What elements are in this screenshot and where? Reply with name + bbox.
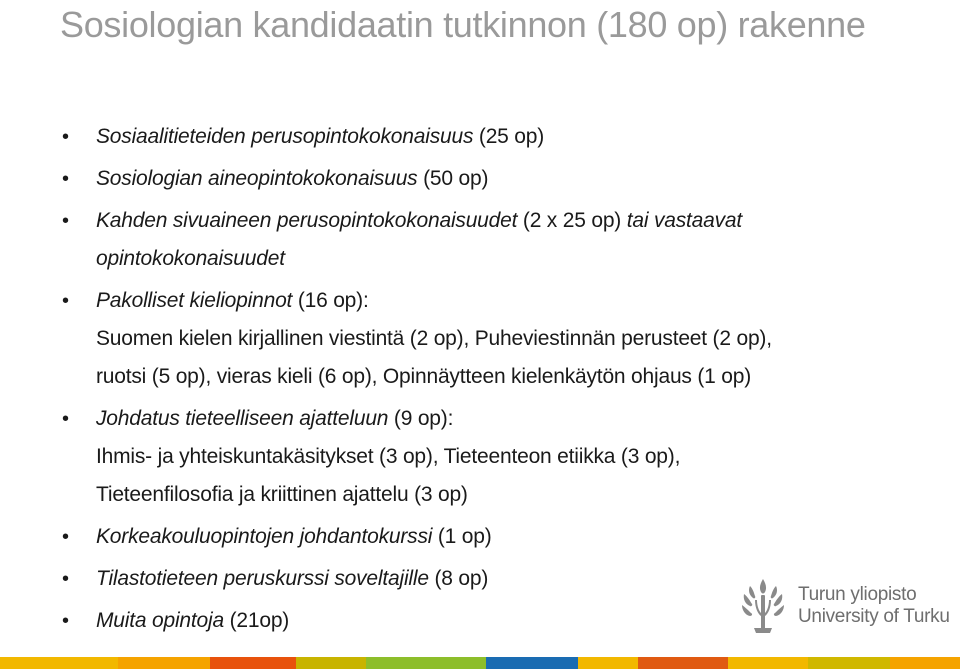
credit-amount: (2 x 25 op): [517, 209, 627, 232]
course-name-continued: opintokokonaisuudet: [96, 247, 285, 270]
color-bar-segment: [890, 657, 960, 669]
course-alternative: tai vastaavat: [626, 209, 743, 232]
bullet-item: [60, 518, 920, 556]
bullet-item: [60, 282, 920, 396]
course-detail-line: Suomen kielen kirjallinen viestintä (2 op), Puheviestinnän perusteet (2 op),: [96, 327, 772, 350]
course-detail-line: Ihmis- ja yhteiskuntakäsitykset (3 op), Tieteenteon etiikka (3 op),: [96, 445, 681, 468]
bullet-icon: •: [62, 210, 69, 232]
university-name-english: University of Turku: [798, 606, 950, 627]
bullet-icon: •: [62, 408, 69, 430]
credit-amount: (9 op):: [388, 407, 454, 430]
bullet-item: [60, 118, 920, 156]
color-bar-segment: [578, 657, 638, 669]
university-torch-logo-icon: [740, 578, 786, 634]
color-bar-segment: [486, 657, 578, 669]
color-bar-segment: [728, 657, 808, 669]
color-bar-segment: [638, 657, 728, 669]
course-name: Tilastotieteen peruskurssi soveltajille: [96, 567, 429, 590]
course-name: Pakolliset kieliopinnot: [96, 289, 293, 312]
bullet-icon: •: [62, 126, 69, 148]
course-name: Kahden sivuaineen perusopintokokonaisuudet: [96, 209, 518, 232]
color-bar-segment: [118, 657, 210, 669]
bullet-icon: •: [62, 526, 69, 548]
credit-amount: (21op): [223, 609, 290, 632]
course-detail-line: ruotsi (5 op), vieras kieli (6 op), Opinnäytteen kielenkäytön ohjaus (1 op): [96, 365, 752, 388]
course-name: Sosiologian aineopintokokonaisuus: [96, 167, 418, 190]
credit-amount: (50 op): [417, 167, 489, 190]
bullet-icon: •: [62, 290, 69, 312]
course-detail-line: Tieteenfilosofia ja kriittinen ajattelu (3 op): [96, 483, 468, 506]
course-name: Muita opintoja: [96, 609, 224, 632]
bullet-icon: •: [62, 610, 69, 632]
credit-amount: (16 op):: [292, 289, 369, 312]
university-name: [798, 584, 950, 628]
content-bullet-list: [60, 118, 920, 644]
university-name-finnish: Turun yliopisto: [798, 584, 917, 605]
university-logo: [740, 576, 950, 636]
bullet-icon: •: [62, 568, 69, 590]
credit-amount: (8 op): [428, 567, 489, 590]
bullet-item: [60, 160, 920, 198]
color-bar-segment: [210, 657, 296, 669]
bullet-icon: •: [62, 168, 69, 190]
credit-amount: (1 op): [432, 525, 492, 548]
color-bar-segment: [366, 657, 486, 669]
course-name: Sosiaalitieteiden perusopintokokonaisuus: [96, 125, 474, 148]
credit-amount: (25 op): [473, 125, 545, 148]
course-name: Korkeakouluopintojen johdantokurssi: [96, 525, 433, 548]
color-bar-segment: [808, 657, 890, 669]
decorative-color-bar: [0, 657, 960, 669]
slide-title: Sosiologian kandidaatin tutkinnon (180 op) rakenne: [60, 4, 866, 45]
color-bar-segment: [296, 657, 366, 669]
course-name: Johdatus tieteelliseen ajatteluun: [96, 407, 389, 430]
bullet-item: [60, 400, 920, 514]
bullet-item: [60, 202, 920, 278]
color-bar-segment: [0, 657, 118, 669]
